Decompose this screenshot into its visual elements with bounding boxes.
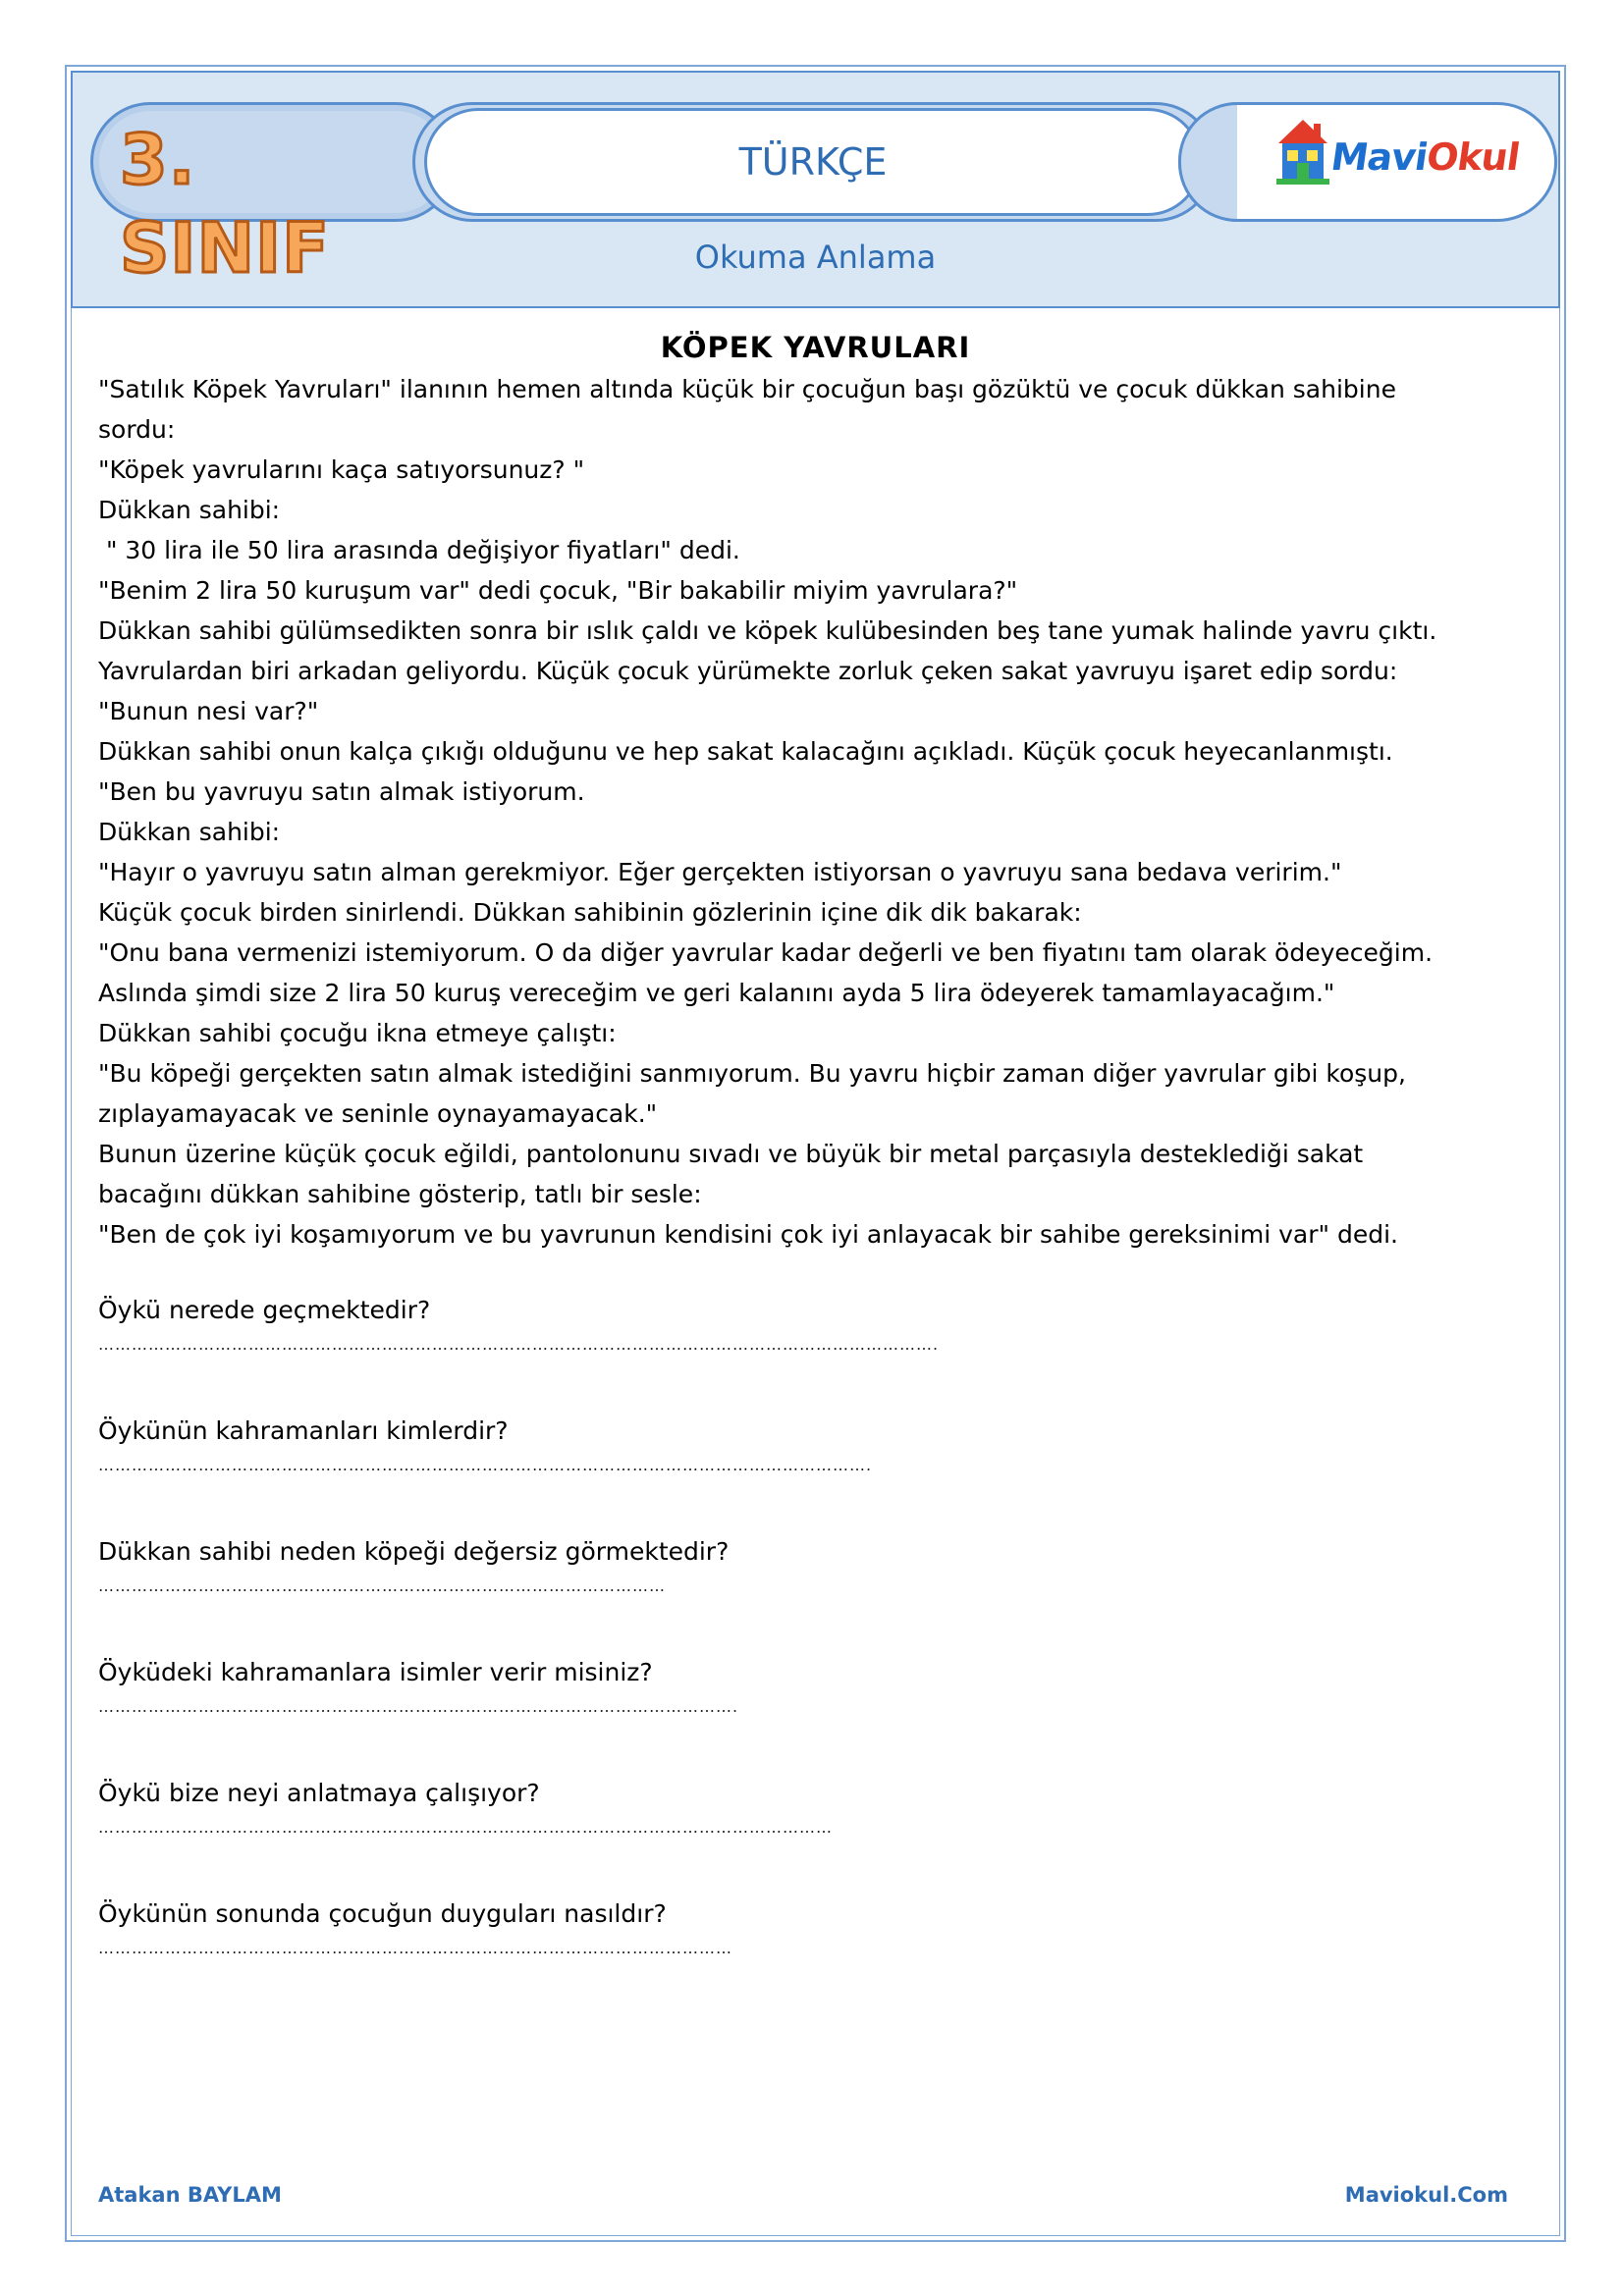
question-text: Öykü bize neyi anlatmaya çalışıyor?	[98, 1779, 540, 1807]
header-subtitle: Okuma Anlama	[694, 239, 937, 276]
story-line: Dükkan sahibi:	[98, 818, 281, 846]
story-line: "Bu köpeği gerçekten satın almak istediğini sanmıyorum. Bu yavru hiçbir zaman diğer yavrular gibi koşup,	[98, 1059, 1406, 1088]
answer-line[interactable]: …………………………………………………………………………………………	[98, 1576, 666, 1595]
logo-wordmark	[1327, 128, 1523, 187]
story-text	[98, 369, 1542, 1255]
question-text: Öykünün sonunda çocuğun duyguları nasıldır?	[98, 1899, 667, 1928]
story-line: " 30 lira ile 50 lira arasında değişiyor fiyatları" dedi.	[98, 536, 740, 564]
answer-line[interactable]: …………………………………………………………………………………………………….	[98, 1697, 739, 1716]
story-line: Dükkan sahibi çocuğu ikna etmeye çalıştı:	[98, 1019, 617, 1047]
story-line: "Ben bu yavruyu satın almak istiyorum.	[98, 777, 585, 806]
story-line: "Benim 2 lira 50 kuruşum var" dedi çocuk, "Bir bakabilir miyim yavrulara?"	[98, 576, 1018, 605]
question-list	[98, 1290, 1542, 2014]
story-line: Dükkan sahibi:	[98, 496, 281, 524]
house-icon	[1274, 118, 1331, 187]
story-line: sordu:	[98, 415, 176, 444]
grade-label: 3. SINIF	[120, 120, 330, 289]
story-line: "Hayır o yavruyu satın alman gerekmiyor. Eğer gerçekten istiyorsan o yavruyu sana bedava veririm."	[98, 858, 1342, 886]
logo-wordmark-mavi: Mavi	[1327, 135, 1431, 179]
story-line: Dükkan sahibi onun kalça çıkığı olduğunu ve hep sakat kalacağını açıkladı. Küçük çocuk heyecanlanmıştı.	[98, 737, 1393, 766]
answer-line[interactable]: ……………………………………………………………………………………………………	[98, 1939, 732, 1957]
answer-line[interactable]: …………………………………………………………………………………………………………………………………….	[98, 1335, 940, 1354]
story-line: Dükkan sahibi gülümsedikten sonra bir ıslık çaldı ve köpek kulübesinden beş tane yumak halinde yavru çıktı.	[98, 616, 1437, 645]
question-item	[98, 1411, 1542, 1531]
logo-wordmark-okul: Okul	[1424, 135, 1523, 179]
footer-site-link[interactable]: Maviokul.Com	[1344, 2183, 1508, 2207]
story-line: Aslında şimdi size 2 lira 50 kuruş vereceğim ve geri kalanını ayda 5 lira ödeyerek tamamlayacağım."	[98, 979, 1335, 1007]
question-item	[98, 1290, 1542, 1411]
story-line: "Onu bana vermenizi istemiyorum. O da diğer yavrular kadar değerli ve ben fiyatını tam olarak ödeyeceğim.	[98, 938, 1434, 967]
question-text: Dükkan sahibi neden köpeği değersiz görmektedir?	[98, 1537, 730, 1566]
story-line: Yavrulardan biri arkadan geliyordu. Küçük çocuk yürümekte zorluk çeken sakat yavruyu işaret edip sordu:	[98, 657, 1398, 685]
question-item	[98, 1773, 1542, 1894]
story-line: "Ben de çok iyi koşamıyorum ve bu yavrunun kendisini çok iyi anlayacak bir sahibe gereksinimi var" dedi.	[98, 1220, 1398, 1249]
story-line: "Bunun nesi var?"	[98, 697, 319, 725]
answer-line[interactable]: ……………………………………………………………………………………………………………………	[98, 1818, 833, 1837]
story-line: zıplayamayacak ve seninle oynayamayacak."	[98, 1099, 658, 1128]
question-item	[98, 1652, 1542, 1773]
footer-author: Atakan BAYLAM	[98, 2183, 282, 2207]
story-line: "Satılık Köpek Yavruları" ilanının hemen altında küçük bir çocuğun başı gözüktü ve çocuk dükkan sahibine	[98, 375, 1396, 403]
story-line: "Köpek yavrularını kaça satıyorsunuz? "	[98, 455, 585, 484]
story-line: bacağını dükkan sahibine gösterip, tatlı bir sesle:	[98, 1180, 702, 1208]
question-text: Öykünün kahramanları kimlerdir?	[98, 1416, 509, 1445]
question-text: Öyküdeki kahramanlara isimler verir misiniz?	[98, 1658, 653, 1686]
answer-line[interactable]: ………………………………………………………………………………………………………………………….	[98, 1456, 873, 1474]
question-item	[98, 1894, 1542, 2014]
question-item	[98, 1531, 1542, 1652]
story-line: Küçük çocuk birden sinirlendi. Dükkan sahibinin gözlerinin içine dik dik bakarak:	[98, 898, 1082, 927]
story-title: KÖPEK YAVRULARI	[660, 331, 971, 364]
story-line: Bunun üzerine küçük çocuk eğildi, pantolonunu sıvadı ve büyük bir metal parçasıyla desteklediği sakat	[98, 1140, 1364, 1168]
subject-title: TÜRKÇE	[738, 140, 888, 184]
question-text: Öykü nerede geçmektedir?	[98, 1296, 431, 1324]
